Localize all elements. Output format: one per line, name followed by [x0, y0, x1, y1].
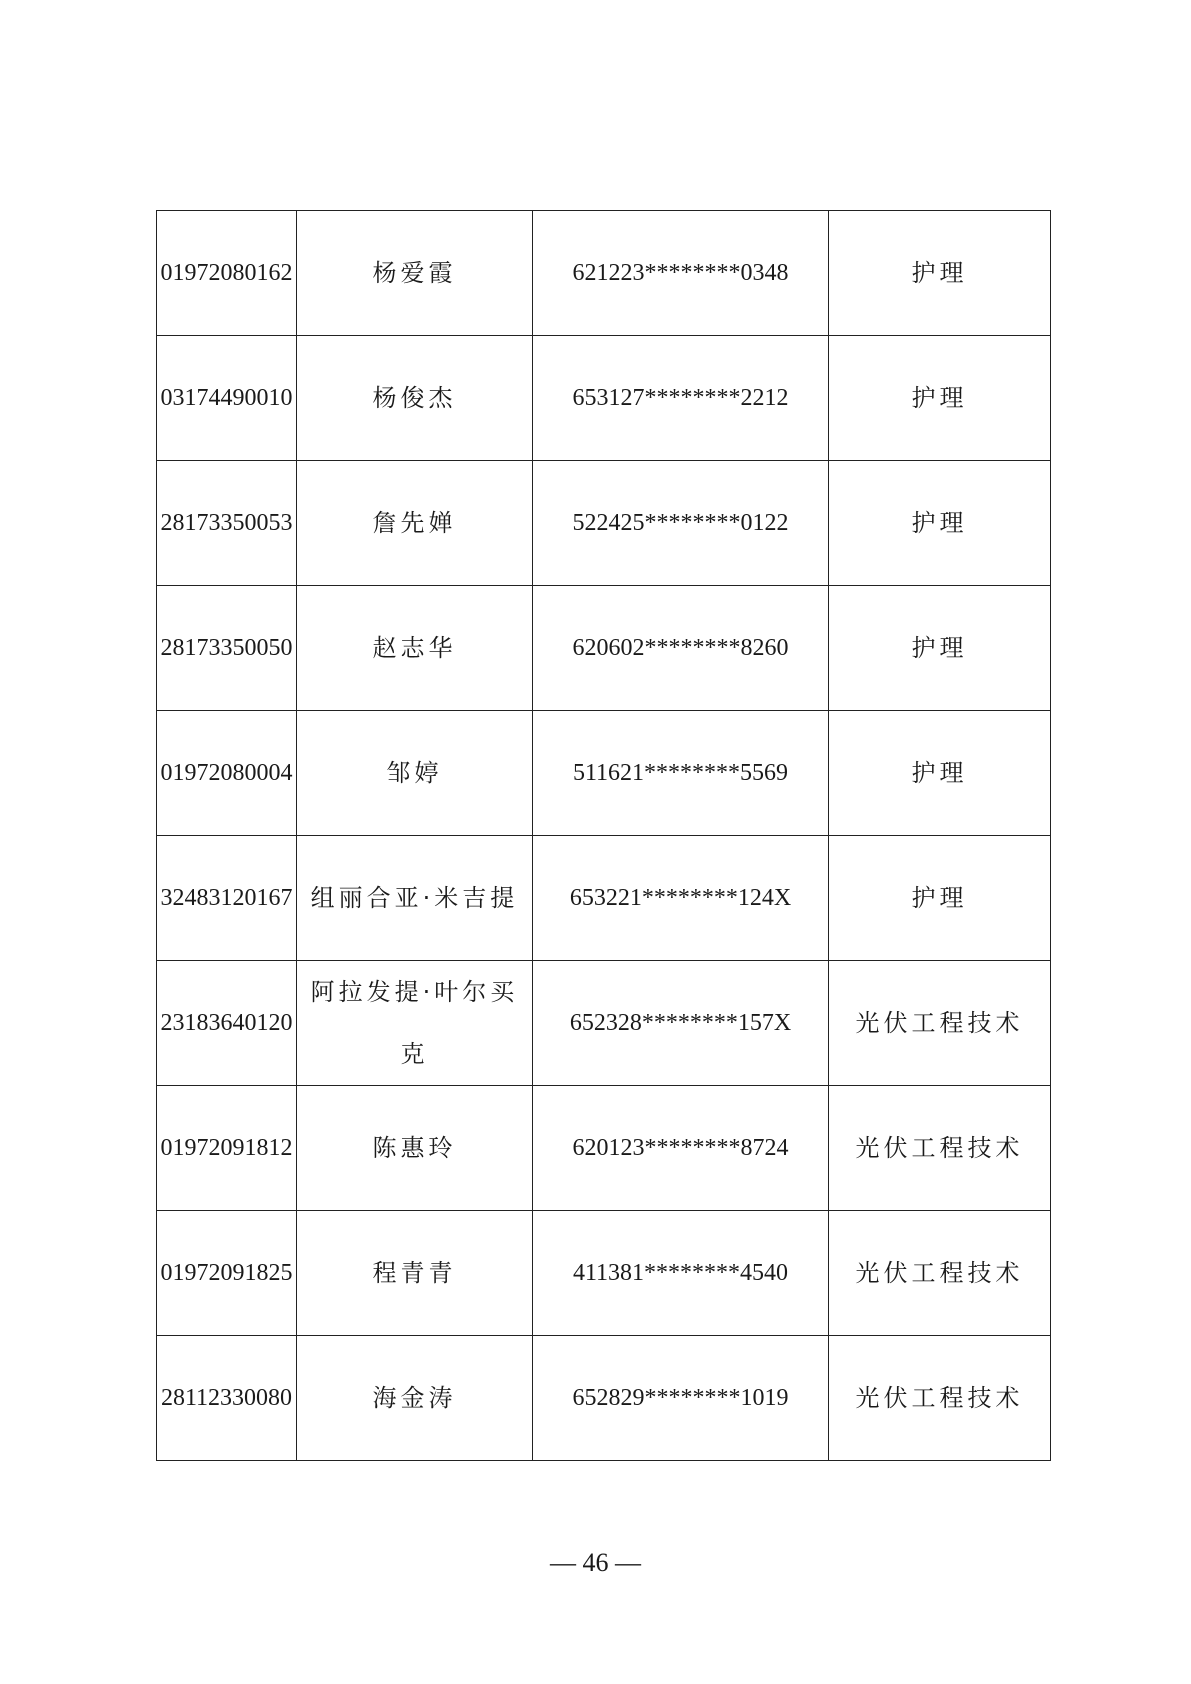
major-cell: 护理 [829, 461, 1051, 586]
major-cell: 光伏工程技术 [829, 961, 1051, 1086]
name-cell: 海金涛 [297, 1336, 533, 1461]
candidate-id-cell: 01972080162 [157, 211, 297, 336]
name-cell: 程青青 [297, 1211, 533, 1336]
candidate-id-cell: 28173350053 [157, 461, 297, 586]
name-cell: 詹先婵 [297, 461, 533, 586]
major-cell: 护理 [829, 586, 1051, 711]
roster-table [156, 210, 1051, 1461]
id-card-cell: 620602********8260 [533, 586, 829, 711]
page-number: — 46 — [550, 1548, 641, 1577]
name-cell: 杨俊杰 [297, 336, 533, 461]
id-card-cell: 652829********1019 [533, 1336, 829, 1461]
name-cell: 组丽合亚·米吉提 [297, 836, 533, 961]
id-card-cell: 652328********157X [533, 961, 829, 1086]
id-card-cell: 621223********0348 [533, 211, 829, 336]
candidate-id-cell: 01972091812 [157, 1086, 297, 1211]
major-cell: 护理 [829, 836, 1051, 961]
major-cell: 护理 [829, 711, 1051, 836]
candidate-id-cell: 32483120167 [157, 836, 297, 961]
table-row [157, 211, 1051, 336]
candidate-id-cell: 01972080004 [157, 711, 297, 836]
table-row [157, 1211, 1051, 1336]
candidate-id-cell: 01972091825 [157, 1211, 297, 1336]
candidate-id-cell: 23183640120 [157, 961, 297, 1086]
id-card-cell: 411381********4540 [533, 1211, 829, 1336]
id-card-cell: 653127********2212 [533, 336, 829, 461]
table-row [157, 461, 1051, 586]
major-cell: 光伏工程技术 [829, 1211, 1051, 1336]
id-card-cell: 522425********0122 [533, 461, 829, 586]
table-row [157, 1336, 1051, 1461]
name-cell: 陈惠玲 [297, 1086, 533, 1211]
name-cell: 赵志华 [297, 586, 533, 711]
id-card-cell: 653221********124X [533, 836, 829, 961]
name-cell: 杨爱霞 [297, 211, 533, 336]
table-row [157, 1086, 1051, 1211]
table-row [157, 586, 1051, 711]
major-cell: 光伏工程技术 [829, 1086, 1051, 1211]
major-cell: 护理 [829, 211, 1051, 336]
table-row [157, 836, 1051, 961]
candidate-id-cell: 03174490010 [157, 336, 297, 461]
name-cell: 阿拉发提·叶尔买克 [297, 961, 533, 1086]
id-card-cell: 620123********8724 [533, 1086, 829, 1211]
table-row [157, 336, 1051, 461]
candidate-id-cell: 28173350050 [157, 586, 297, 711]
table-row [157, 961, 1051, 1086]
candidate-id-cell: 28112330080 [157, 1336, 297, 1461]
id-card-cell: 511621********5569 [533, 711, 829, 836]
major-cell: 光伏工程技术 [829, 1336, 1051, 1461]
table-row [157, 711, 1051, 836]
major-cell: 护理 [829, 336, 1051, 461]
name-cell: 邹婷 [297, 711, 533, 836]
